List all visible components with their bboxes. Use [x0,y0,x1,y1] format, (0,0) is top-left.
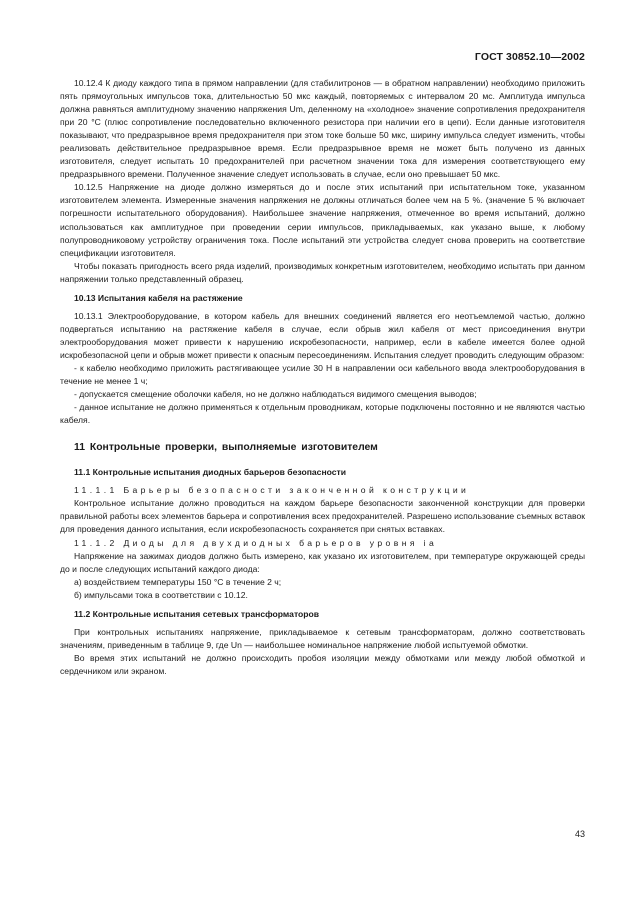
paragraph-10-13-1: 10.13.1 Электрооборудование, в котором кабель для внешних соединений является его неотъемлемой частью, должно подвергаться испытанию на растяжение кабеля в случае, если обрыв жил кабеля от мест присоединения внутри электрооборудования может привести к нарушению искробезопасности, например, если в кабеле имеется более одной искробезопасной цепи и обрыв может привести к опасным пересоединениям. Испытания следует проводить следующим образом: [60,310,585,360]
paragraph-10-12-4: 10.12.4 К диоду каждого типа в прямом направлении (для стабилитронов — в обратном направлении) необходимо приложить пять прямоугольных импульсов тока, длительностью 50 мкс каждый, повторяемых с интервалом 20 мс. Амплитуда импульса должна равняться амплитудному значению напряжения Um, деленному на «холодное» значение сопротивления предохранителя при 20 °С (плюс сопротивление последовательно включенного резистора при наличии его в цепи). Если данные изготовителя показывают, что предразрывное время предохранителя при этом токе больше 50 мкс, ширину импульса следует изменить, чтобы реализовать действительное предразрывное время. Если предразрывное время не может быть получено из данных изготовителя, следует испытать 10 предохранителей при расчетном значении тока для измерения соответствующего ему предразрывного времени. Полученное значение следует использовать в случае, если оно превышает 50 мкс. [60,78,585,180]
list-item-cable-force: - к кабелю необходимо приложить растягивающее усилие 30 Н в направлении оси кабельного ввода электрооборудования в течение не менее 1 ч; [60,362,585,387]
heading-11-1-2: 11.1.2 Диоды для двухдиодных барьеров уровня ia [74,537,438,548]
paragraph-11-1-2: Напряжение на зажимах диодов должно быть измерено, как указано их изготовителем, при температуре окружающей среды до и после следующих испытаний каждого диода: [60,550,585,574]
heading-11-1: 11.1 Контрольные испытания диодных барьеров безопасности [74,467,347,478]
paragraph-11-1-1: Контрольное испытание должно проводиться на каждом барьере безопасности законченной конструкции для проверки правильной работы всех элементов барьера и сопротивления всех предохранителей. Разрешено использование съемных вставок для проведения данного испытания, если искробезопасность сохраняется при снятых вставках. [60,498,585,535]
list-item-a: а) воздействием температуры 150 °С в течение 2 ч; [74,576,282,587]
paragraph-11-2-b: Во время этих испытаний не должно происходить пробоя изоляции между обмотками или между любой обмоткой и сердечником или экраном. [60,652,585,676]
page-number: 43 [574,829,585,839]
list-item-b: б) импульсами тока в соответствии с 10.12. [74,589,248,600]
list-item-sheath-shift: - допускается смещение оболочки кабеля, но не должно наблюдаться видимого смещения выводов; [74,389,477,400]
heading-11: 11 Контрольные проверки, выполняемые изготовителем [74,442,378,454]
document-page [60,0,585,913]
heading-10-13: 10.13 Испытания кабеля на растяжение [74,292,243,303]
paragraph-sample-note: Чтобы показать пригодность всего ряда изделий, производимых конкретным изготовителем, необходимо испытать при данном напряжении только представленный образец. [60,260,585,284]
paragraph-11-2-a: При контрольных испытаниях напряжение, прикладываемое к сетевым трансформаторам, должно соответствовать значениям, приведенным в таблице 9, где Un — наибольшее номинальное напряжение любой испытуемой обмотки. [60,626,585,650]
paragraph-10-12-5: 10.12.5 Напряжение на диоде должно измеряться до и после этих испытаний при испытательном токе, указанном изготовителем элемента. Измеренные значения напряжения не должны отличаться более чем на 5 %. (значение 5 % включает погрешности испытательного оборудования). Наибольшее значение напряжения, отмеченное во время испытаний, должно использоваться как амплитудное при проведении серии импульсов, прикладываемых, как указано выше, к любому полупроводниковому устройству ограничения тока. После испытаний эти устройства следует снова проверить на соответствие спецификации изготовителя. [60,182,585,258]
heading-11-2: 11.2 Контрольные испытания сетевых трансформаторов [74,608,320,619]
heading-11-1-1: 11.1.1 Барьеры безопасности законченной конструкции [74,485,470,496]
document-id-header: ГОСТ 30852.10—2002 [474,51,585,63]
document-body [60,77,585,678]
list-item-conductors: - данное испытание не должно применяться к отдельным проводникам, которые подключены постоянно и не являются частью кабеля. [60,402,585,426]
